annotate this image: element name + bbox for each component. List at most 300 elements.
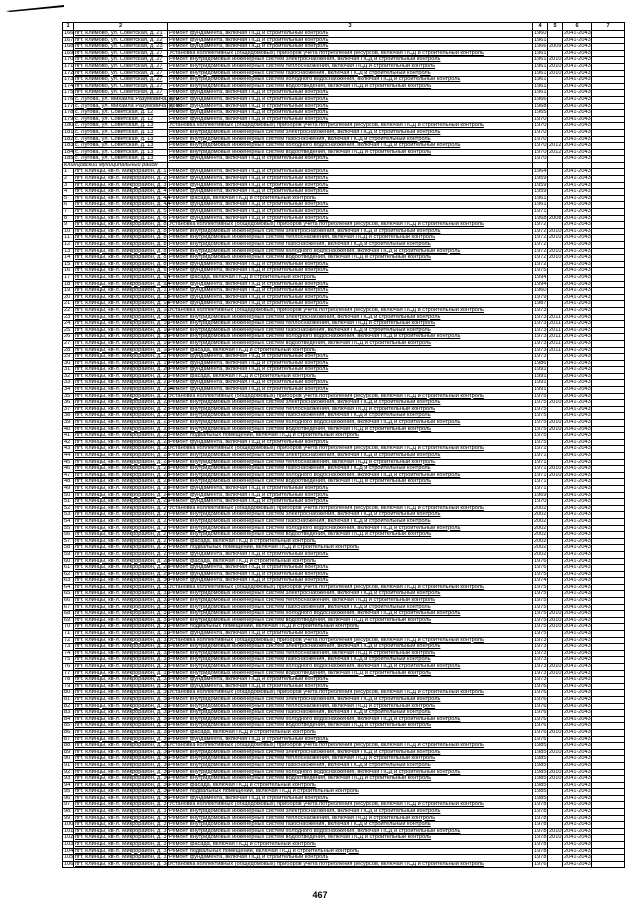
row-number-cell: 62 [63,571,74,578]
year-built-cell: 1973 [534,346,547,353]
address-cell: пгт. Клинцы, кв-л. Микрорайон, д. 20 [75,366,170,373]
address-cell: пгт. Клинцы, кв-л. Микрорайон, д. 21 [75,372,170,379]
row-number-cell: 88 [63,743,74,750]
row-number-cell: 101 [64,827,74,834]
planned-period-cell: 2041-2043 [564,860,591,867]
year-last-repair-cell [548,129,563,136]
work-type-cell: Установка коллективных (общедомовых) приборов учета потребления ресурсов, включая ПСД и строительный контроль [168,743,533,750]
row-number-cell: 5 [63,195,74,202]
year-last-repair-cell [548,387,563,394]
empty-cell [592,31,625,38]
work-type-cell: Ремонт внутридомовых инженерных систем водоотведения, включая ПСД и строительный контроль [168,479,533,486]
year-built-cell: 1985 [534,781,547,788]
planned-period-cell: 2041-2043 [564,570,591,577]
year-last-repair-cell [548,103,563,110]
year-last-repair-cell [548,512,563,519]
year-last-repair-cell [548,571,563,578]
year-last-repair-cell: 2010 [549,623,562,630]
year-built-cell: 1972 [534,254,547,261]
empty-cell [592,400,625,407]
address-cell: пгт. Климово, ул. Советская, д. 23 [74,44,168,51]
address-cell: пгт. Клинцы, кв-л. Микрорайон, д. 9 [75,267,167,274]
year-built-cell: 1975 [534,425,547,432]
year-last-repair-cell [548,809,563,816]
empty-cell [592,842,625,849]
year-built-cell: 1975 [534,583,547,590]
work-type-cell: Ремонт фундамента, включая ПСД и строительный контроль [168,855,533,862]
work-type-cell: Ремонт внутридомовых инженерных систем газоснабжения, включая ПСД и строительный контроль [168,762,533,769]
empty-cell [592,96,625,103]
work-type-cell: Ремонт фундамента, включая ПСД и строительный контроль [168,631,533,638]
row-number-cell: 24 [63,321,74,328]
planned-period-cell: 2041-2043 [564,372,591,379]
planned-period-cell: 2041-2043 [564,346,591,353]
row-number-cell: 37 [63,406,74,413]
address-cell: пгт. Клинцы, кв-л. Микрорайон, д. 27 [75,524,170,531]
planned-period-cell: 2041-2043 [564,43,591,50]
address-cell: пгт. Клинцы, кв-л. Микрорайон, д. 35 [75,702,170,709]
row-number-cell: 175 [64,89,74,96]
year-last-repair-cell [548,373,563,380]
year-last-repair-cell: 2010 [549,748,562,755]
planned-period-cell: 2041-2043 [564,781,591,788]
address-cell: пгт. Клинцы, кв-л. Микрорайон, д. 9А [75,280,171,287]
address-cell: пгт. Клинцы, кв-л. Микрорайон, д. 14 [75,300,170,307]
address-cell: пгт. Клинцы, кв-л. Микрорайон, д. 16 [75,326,170,333]
header-cell: 1 [63,23,74,31]
address-cell: пгт. Клинцы, кв-л. Микрорайон, д. 36 [75,775,170,782]
empty-cell [592,565,625,572]
year-last-repair-cell [548,83,563,90]
planned-period-cell: 2041-2043 [564,735,591,742]
row-number-cell: 103 [64,841,74,848]
empty-cell [592,822,625,829]
row-number-cell: 86 [63,729,74,736]
row-number-cell: 67 [63,604,74,611]
empty-cell [592,321,625,328]
year-last-repair-cell: 2011 [549,339,562,346]
address-cell: пгт. Клинцы, кв-л. Микрорайон, д. 4А [75,194,171,201]
year-last-repair-cell [548,532,563,539]
row-number-cell: 51 [63,499,74,506]
year-last-repair-cell: 2012 [549,142,562,149]
year-built-cell: 2002 [534,511,547,518]
address-cell: пгт. Клинцы, кв-л. Микрорайон, д. 22 [75,419,170,426]
empty-cell [592,525,625,532]
work-type-cell: Ремонт внутридомовых инженерных систем холодного водоснабжения, включая ПСД и строительный контроль [168,472,533,479]
work-type-cell: Ремонт внутридомовых инженерных систем холодного водоснабжения, включая ПСД и строительный контроль [168,716,533,723]
work-type-cell: Ремонт фундамента, включая ПСД и строительный контроль [168,261,533,268]
work-type-cell: Установка коллективных (общедомовых) приборов учета потребления ресурсов, включая ПСД и строительный контроль [168,505,533,512]
address-cell: пгт. Климово, ул. Советская, д. 27 [74,63,168,70]
planned-period-cell: 2041-2043 [564,287,591,294]
year-last-repair-cell [548,202,563,209]
year-last-repair-cell: 2011 [549,333,562,340]
row-number-cell: 48 [63,479,74,486]
address-cell: пгт. Клинцы, кв-л. Микрорайон, д. 22 [75,425,170,432]
year-built-cell: 1985 [534,748,547,755]
empty-cell [592,57,625,64]
empty-cell [592,670,625,677]
address-cell: пгт. Климово, ул. Советская, д. 27 [74,90,168,97]
year-last-repair-cell [548,96,563,103]
row-number-cell: 166 [64,30,74,36]
empty-cell [592,802,625,809]
row-number-cell: 93 [63,776,74,783]
planned-period-cell: 2041-2043 [564,761,591,768]
planned-period-cell: 2041-2043 [564,649,591,656]
row-number-cell: 75 [63,657,74,664]
empty-cell [592,274,625,281]
empty-cell [592,617,625,624]
work-type-cell: Установка коллективных (общедомовых) приборов учета потребления ресурсов, включая ПСД и строительный контроль [168,690,533,697]
work-type-cell: Ремонт фундамента, включая ПСД и строительный контроль [168,44,533,51]
planned-period-cell: 2041-2043 [564,504,591,511]
year-built-cell: 1975 [534,267,547,274]
row-number-cell: 105 [64,854,74,861]
address-cell: пгт. Климово, ул. Советская, д. 21 [74,31,168,38]
empty-cell [592,90,625,97]
planned-period-cell: 2041-2043 [564,821,591,828]
year-built-cell: 1985 [534,768,547,775]
work-type-cell: Ремонт фундамента, включая ПСД и строительный контроль [168,288,533,295]
year-built-cell: 1973 [534,643,547,650]
year-built-cell: 1970 [534,128,547,135]
planned-period-cell: 2041-2043 [564,827,591,834]
row-number-cell: 182 [64,135,74,142]
year-built-cell: 1976 [534,689,547,696]
empty-cell [592,169,625,176]
address-cell: пгт. Клинцы, кв-л. Микрорайон, д. 36 [75,781,170,788]
row-number-cell: 77 [63,670,74,677]
planned-period-cell: 2041-2043 [564,663,591,669]
empty-cell [592,696,625,703]
planned-period-cell: 2041-2043 [564,56,591,63]
year-built-cell: 1971 [534,208,547,215]
row-number-cell: 185 [64,155,74,162]
year-last-repair-cell: 2010 [549,768,562,775]
address-cell: пгт. Клинцы, кв-л. Микрорайон, д. 8 [75,227,167,234]
work-type-cell: Ремонт фундамента, включая ПСД и строительный контроль [168,683,533,690]
empty-cell [592,143,625,150]
empty-cell [592,459,625,466]
year-built-cell: 1970 [534,498,547,505]
row-number-cell: 74 [63,650,74,657]
year-last-repair-cell [548,77,563,84]
address-cell: пгт. Клинцы, кв-л. Микрорайон, д. 22 [75,399,170,406]
row-number-cell: 106 [64,860,74,867]
row-number-cell: 45 [63,459,74,466]
empty-cell [592,710,625,717]
address-cell: пгт. Клинцы, кв-л. Микрорайон, д. 32 [75,643,170,650]
year-built-cell: 1985 [534,775,547,782]
work-type-cell: Ремонт внутридомовых инженерных систем газоснабжения, включая ПСД и строительный контроль [168,604,533,611]
planned-period-cell: 2041-2043 [564,49,591,56]
year-built-cell: 1994 [534,280,547,287]
planned-period-cell: 2041-2043 [564,715,591,722]
work-type-cell: Ремонт фасада, включая ПСД и строительный контроль [168,347,533,354]
work-type-cell: Установка коллективных (общедомовых) приборов учета потребления ресурсов, включая ПСД и строительный контроль [168,307,533,314]
year-built-cell: 1966 [534,43,547,50]
work-type-cell: Ремонт внутридомовых инженерных систем холодного водоснабжения, включая ПСД и строительный контроль [168,611,533,618]
row-number-cell: 177 [64,102,74,109]
planned-period-cell: 2041-2043 [564,36,591,43]
empty-cell [592,347,625,354]
year-built-cell: 1966 [534,95,547,102]
work-type-cell: Ремонт внутридомовых инженерных систем газоснабжения, включая ПСД и строительный контроль [168,466,533,473]
year-last-repair-cell [548,598,563,605]
work-type-cell: Ремонт внутридомовых инженерных систем холодного водоснабжения, включая ПСД и строительный контроль [168,143,533,150]
planned-period-cell: 2041-2043 [564,194,591,201]
year-built-cell: 1985 [534,761,547,768]
year-built-cell: 1975 [534,438,547,445]
address-cell: пгт. Клинцы, кв-л. Микрорайон, д. 22 [75,438,170,445]
year-built-cell: 1978 [534,814,547,821]
year-last-repair-cell [548,644,563,651]
empty-cell [592,129,625,136]
row-number-cell: 3 [63,182,74,189]
year-last-repair-cell: 2010 [549,69,562,76]
year-last-repair-cell [548,710,563,717]
row-number-cell: 60 [63,558,74,565]
row-number-cell: 73 [63,644,74,651]
address-cell: с. Лугова, ул. Советская, д. 12 [74,110,168,117]
planned-period-cell: 2041-2043 [564,788,591,795]
planned-period-cell: 2041-2043 [564,498,591,505]
empty-cell [548,162,563,169]
address-cell: пгт. Клинцы, кв-л. Микрорайон, д. 31 [75,590,170,597]
empty-cell [592,301,625,308]
year-last-repair-cell: 2011 [549,346,562,353]
row-number-cell: 56 [63,532,74,539]
address-cell: пгт. Климово, ул. Советская, д. 22 [74,37,168,44]
address-cell: пгт. Клинцы, кв-л. Микрорайон, д. 36 [75,768,170,775]
work-type-cell: Ремонт внутридомовых инженерных систем электроснабжения, включая ПСД и строительный контроль [168,809,533,816]
work-type-cell: Ремонт внутридомовых инженерных систем электроснабжения, включая ПСД и строительный контроль [168,749,533,756]
year-built-cell: 1976 [534,722,547,729]
year-last-repair-cell [548,565,563,572]
year-built-cell: 1960 [534,30,547,36]
planned-period-cell: 2041-2043 [564,412,591,419]
planned-period-cell: 2041-2043 [564,511,591,518]
planned-period-cell: 2041-2043 [564,95,591,102]
row-number-cell: 11 [63,235,74,242]
empty-cell [592,631,625,638]
empty-cell [592,413,625,420]
work-type-cell: Ремонт фундамента, включая ПСД и строительный контроль [168,354,533,361]
year-last-repair-cell: 2010 [549,247,562,254]
empty-cell [592,202,625,209]
address-cell: пгт. Клинцы, кв-л. Микрорайон, д. 22 [75,392,170,399]
year-last-repair-cell [548,110,563,117]
address-cell: пгт. Клинцы, кв-л. Микрорайон, д. 5 [75,208,167,215]
address-cell: пгт. Клинцы, кв-л. Микрорайон, д. 36 [75,748,170,755]
planned-period-cell: 2041-2043 [564,432,591,439]
empty-cell [592,44,625,51]
planned-period-cell: 2041-2043 [564,656,591,663]
work-type-cell: Ремонт фундамента, включая ПСД и строительный контроль [168,96,533,103]
work-type-cell: Установка коллективных (общедомовых) приборов учета потребления ресурсов, включая ПСД и строительный контроль [168,584,533,591]
year-built-cell: 2002 [534,524,547,531]
work-type-cell: Ремонт внутридомовых инженерных систем теплоснабжения, включая ПСД и строительный контроль [168,598,533,605]
work-type-cell: Ремонт фундамента, включая ПСД и строительный контроль [168,281,533,288]
year-last-repair-cell [548,479,563,486]
planned-period-cell: 2041-2043 [564,438,591,445]
work-type-cell: Ремонт внутридомовых инженерных систем холодного водоснабжения, включая ПСД и строительный контроль [168,769,533,776]
work-type-cell: Ремонт фундамента, включая ПСД и строительный контроль [168,31,533,38]
work-type-cell: Установка коллективных (общедомовых) приборов учета потребления ресурсов, включая ПСД и строительный контроль [168,50,533,57]
address-cell: пгт. Клинцы, кв-л. Микрорайон, д. 9А [75,273,171,280]
year-last-repair-cell [548,169,563,176]
header-cell: 3 [168,23,533,31]
planned-period-cell: 2041-2043 [564,517,591,524]
work-type-cell: Ремонт фундамента, включая ПСД и строительный контроль [168,176,533,183]
empty-cell [592,604,625,611]
year-last-repair-cell [548,360,563,367]
work-type-cell: Ремонт подвальных помещений, включая ПСД и строительный контроль [168,789,533,796]
row-number-cell: 55 [63,525,74,532]
address-cell: пгт. Клинцы, кв-л. Микрорайон, д. 16 [75,339,170,346]
row-number-cell: 29 [63,354,74,361]
year-built-cell: 1985 [534,794,547,801]
work-type-cell: Ремонт фундамента, включая ПСД и строительный контроль [168,268,533,275]
year-built-cell: 1971 [534,458,547,465]
address-cell: пгт. Клинцы, кв-л. Микрорайон, д. 8 [75,241,167,247]
year-last-repair-cell [548,274,563,281]
row-number-cell: 36 [63,400,74,407]
address-cell: пгт. Клинцы, кв-л. Микрорайон, д. 23 [75,478,170,485]
row-number-cell: 84 [63,716,74,723]
row-number-cell: 4 [63,189,74,196]
row-number-cell: 54 [63,518,74,525]
row-number-cell: 12 [63,242,74,249]
row-number-cell: 57 [63,538,74,545]
address-cell: пгт. Клинцы, кв-л. Микрорайон, д. 27 [75,550,170,557]
year-built-cell: 2002 [534,517,547,524]
address-cell: с. Лугова, ул. Советская, д. 13 [74,123,168,130]
planned-period-cell: 2041-2043 [564,76,591,83]
empty-cell [592,248,625,255]
work-type-cell: Ремонт внутридомовых инженерных систем газоснабжения, включая ПСД и строительный контроль [168,657,533,664]
empty-cell [592,439,625,446]
planned-period-cell: 2041-2043 [564,676,591,683]
empty-cell [592,228,625,235]
address-cell: пгт. Клинцы, кв-л. Микрорайон, д. 8 [75,254,167,261]
table-row [63,340,625,347]
year-last-repair-cell: 2012 [549,148,562,155]
header-cell: 6 [563,23,592,31]
address-cell: пгт. Клинцы, кв-л. Микрорайон, д. 31 [75,583,170,590]
year-last-repair-cell: 2010 [549,234,562,241]
year-built-cell: 1961 [534,49,547,56]
year-last-repair-cell [548,281,563,288]
work-type-cell: Ремонт фундамента, включая ПСД и строительный контроль [168,499,533,506]
address-cell: пгт. Клинцы, кв-л. Микрорайон, д. 27 [75,531,170,538]
planned-period-cell: 2041-2043 [564,353,591,360]
planned-period-cell: 2041-2043 [564,175,591,182]
year-built-cell: 1961 [534,89,547,96]
work-type-cell: Ремонт фундамента, включая ПСД и строительный контроль [168,294,533,301]
empty-cell [592,307,625,314]
empty-cell [592,578,625,585]
planned-period-cell: 2041-2043 [564,544,591,551]
row-number-cell: 69 [63,617,74,624]
row-number-cell: 52 [63,505,74,512]
empty-cell [592,828,625,835]
address-cell: пгт. Клинцы, кв-л. Микрорайон, д. 32 [75,669,170,676]
planned-period-cell: 2041-2043 [564,300,591,307]
year-built-cell: 1976 [534,735,547,742]
address-cell: пгт. Клинцы, кв-л. Микрорайон, д. 29 [75,570,170,577]
table-body-first-section [63,31,625,163]
row-number-cell: 14 [63,255,74,262]
year-built-cell: 1968 [534,214,547,221]
work-type-cell: Ремонт внутридомовых инженерных систем холодного водоснабжения, включая ПСД и строительный контроль [168,420,533,427]
year-last-repair-cell [548,288,563,295]
year-built-cell: 1971 [534,478,547,485]
table-row [63,861,625,868]
empty-cell [592,367,625,374]
empty-cell [592,70,625,77]
planned-period-cell: 2041-2043 [564,359,591,366]
row-number-cell: 22 [63,307,74,314]
year-last-repair-cell [548,195,563,202]
year-built-cell: 2002 [534,537,547,544]
address-cell: пгт. Клинцы, кв-л. Микрорайон, д. 21А [75,386,174,393]
empty-cell [592,433,625,440]
address-cell: пгт. Клинцы, кв-л. Микрорайон, д. 37 [75,814,170,821]
planned-period-cell: 2041-2043 [564,102,591,109]
row-number-cell: 180 [64,122,74,129]
address-cell: пгт. Клинцы, кв-л. Микрорайон, д. 28 [75,557,170,564]
planned-period-cell: 2041-2043 [564,30,591,36]
planned-period-cell: 2041-2043 [564,326,591,333]
row-number-cell: 46 [63,466,74,473]
section-title: Клинцовский муниципальный район [63,162,168,169]
work-type-cell: Ремонт фундамента, включая ПСД и строительный контроль [168,492,533,499]
year-built-cell: 1979 [534,293,547,300]
address-cell: пгт. Клинцы, кв-л. Микрорайон, д. 31 [75,616,170,623]
table-row [63,762,625,769]
row-number-cell: 91 [63,762,74,769]
address-cell: пгт. Климово, ул. Советская, д. 27 [74,70,168,77]
work-type-cell: Ремонт внутридомовых инженерных систем электроснабжения, включая ПСД и строительный контроль [168,453,533,460]
address-cell: пгт. Клинцы, кв-л. Микрорайон, д. 21 [75,379,170,386]
address-cell: пгт. Клинцы, кв-л. Микрорайон, д. 8 [75,221,167,228]
year-built-cell: 1970 [534,122,547,129]
planned-period-cell: 2041-2043 [564,188,591,195]
year-built-cell: 1991 [534,386,547,393]
year-last-repair-cell [548,268,563,275]
work-type-cell: Ремонт внутридомовых инженерных систем водоотведения, включая ПСД и строительный контроль [168,426,533,433]
row-number-cell: 100 [64,821,74,828]
year-built-cell: 1975 [534,432,547,439]
row-number-cell: 41 [63,433,74,440]
empty-cell [592,420,625,427]
address-cell: пгт. Клинцы, кв-л. Микрорайон, д. 35 [75,689,170,696]
empty-cell [592,756,625,763]
empty-cell [592,776,625,783]
planned-period-cell: 2041-2043 [564,62,591,69]
year-built-cell: 1968 [534,102,547,109]
address-cell: пгт. Клинцы, кв-л. Микрорайон, д. 28 [75,564,170,571]
year-built-cell: 1973 [534,313,547,320]
work-type-cell: Ремонт внутридомовых инженерных систем водоотведения, включая ПСД и строительный контроль [168,723,533,730]
empty-cell [592,314,625,321]
table-row [63,129,625,136]
year-last-repair-cell [548,90,563,97]
year-built-cell: 1975 [534,616,547,623]
